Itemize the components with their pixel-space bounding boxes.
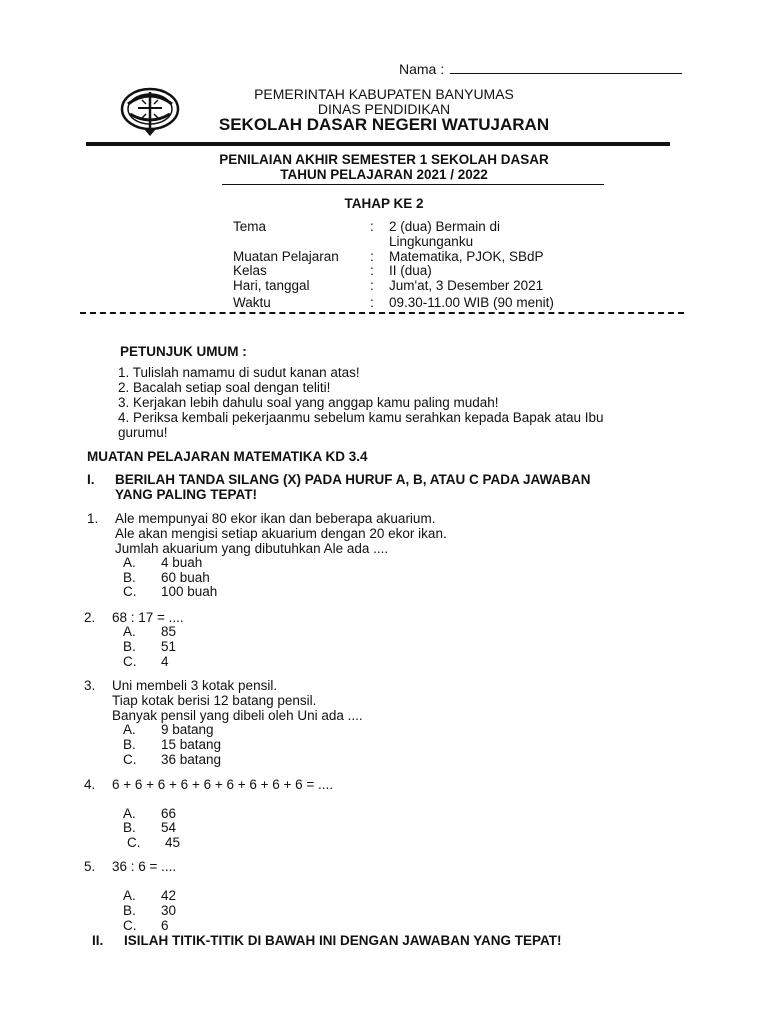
question-number: 5. [84, 859, 96, 874]
info-value: 09.30-11.00 WIB (90 menit) [389, 295, 554, 310]
option-b[interactable]: B. 51 [123, 639, 177, 654]
info-value: II (dua) [389, 263, 432, 278]
title-underline [222, 184, 604, 185]
header-divider [86, 142, 670, 146]
info-row-date: Hari, tanggal : Jum'at, 3 Desember 2021 [233, 278, 544, 293]
info-row-tema-cont [233, 234, 473, 249]
option-c[interactable]: C. 100 buah [123, 584, 218, 599]
question-text: 68 : 17 = .... [112, 610, 184, 625]
option-a[interactable]: A. 4 buah [123, 555, 203, 570]
instructions-heading: PETUNJUK UMUM : [120, 344, 247, 359]
info-value: Matematika, PJOK, SBdP [389, 249, 544, 264]
option-b[interactable]: B. 15 batang [123, 737, 222, 752]
option-a[interactable]: A. 42 [123, 888, 177, 903]
info-row-time: Waktu : 09.30-11.00 WIB (90 menit) [233, 295, 554, 310]
dept-header: DINAS PENDIDIKAN [317, 101, 451, 117]
dashed-divider [80, 312, 684, 314]
question-text: 6 + 6 + 6 + 6 + 6 + 6 + 6 + 6 + 6 = .... [112, 777, 334, 792]
info-label: Muatan Pelajaran [233, 249, 339, 264]
question-text: Banyak pensil yang dibeli oleh Uni ada .... [112, 708, 363, 723]
info-value: 2 (dua) Bermain di [389, 219, 501, 234]
question-text: Jumlah akuarium yang dibutuhkan Ale ada .... [115, 541, 389, 556]
part2-instruction: ISILAH TITIK-TITIK DI BAWAH INI DENGAN JAWABAN YANG TEPAT! [124, 933, 562, 948]
info-label: Kelas [233, 263, 267, 278]
option-c[interactable]: C. 6 [123, 918, 169, 933]
part1-number: I. [87, 472, 95, 487]
part1-instruction: BERILAH TANDA SILANG (X) PADA HURUF A, B, ATAU C PADA JAWABAN [115, 472, 591, 487]
instruction-item: 2. Bacalah setiap soal dengan teliti! [118, 380, 331, 395]
option-a[interactable]: A. 85 [123, 624, 177, 639]
option-c[interactable]: C. 36 batang [123, 752, 222, 767]
option-c[interactable]: C. 4 [123, 654, 169, 669]
instruction-item: gurumu! [118, 425, 168, 440]
name-blank[interactable] [450, 60, 682, 74]
exam-title: PENILAIAN AKHIR SEMESTER 1 SEKOLAH DASAR [219, 152, 549, 167]
instruction-item: 1. Tulislah namamu di sudut kanan atas! [118, 365, 360, 380]
info-value: Jum'at, 3 Desember 2021 [389, 278, 544, 293]
part1-instruction-cont: YANG PALING TEPAT! [115, 487, 258, 502]
option-b[interactable]: B. 60 buah [123, 570, 210, 585]
exam-stage: TAHAP KE 2 [344, 196, 424, 211]
part2-number: II. [92, 933, 104, 948]
info-label: Waktu [233, 295, 271, 310]
info-value: Lingkunganku [389, 234, 474, 249]
name-field[interactable] [399, 60, 682, 77]
question-number: 2. [84, 610, 96, 625]
info-label: Hari, tanggal [233, 278, 310, 293]
info-row-class: Kelas : II (dua) [233, 263, 432, 278]
question-text: Tiap kotak berisi 12 batang pensil. [112, 693, 317, 708]
info-label: Tema [233, 219, 267, 234]
info-row-subject: Muatan Pelajaran : Matematika, PJOK, SBdP [233, 249, 544, 264]
name-label: Nama : [399, 61, 445, 77]
question-number: 4. [84, 777, 96, 792]
option-a[interactable]: A. 9 batang [123, 722, 214, 737]
instruction-item: 4. Periksa kembali pekerjaanmu sebelum kamu serahkan kepada Bapak atau Ibu [118, 410, 604, 425]
option-b[interactable]: B. 54 [123, 820, 177, 835]
question-text: Ale akan mengisi setiap akuarium dengan 20 ekor ikan. [115, 526, 447, 541]
option-a[interactable]: A. 66 [123, 806, 177, 821]
gov-header: PEMERINTAH KABUPATEN BANYUMAS [254, 86, 514, 102]
info-row-tema: Tema : 2 (dua) Bermain di [233, 219, 501, 234]
question-number: 1. [87, 511, 99, 526]
question-text: 36 : 6 = .... [112, 859, 177, 874]
question-text: Ale mempunyai 80 ekor ikan dan beberapa akuarium. [115, 511, 436, 526]
option-c[interactable]: C. 45 [127, 835, 181, 850]
question-number: 3. [84, 678, 96, 693]
exam-year: TAHUN PELAJARAN 2021 / 2022 [280, 167, 488, 182]
instruction-item: 3. Kerjakan lebih dahulu soal yang anggap kamu paling mudah! [118, 395, 499, 410]
school-name: SEKOLAH DASAR NEGERI WATUJARAN [218, 115, 550, 134]
option-b[interactable]: B. 30 [123, 903, 177, 918]
question-text: Uni membeli 3 kotak pensil. [112, 678, 278, 693]
section-title: MUATAN PELAJARAN MATEMATIKA KD 3.4 [87, 449, 368, 464]
